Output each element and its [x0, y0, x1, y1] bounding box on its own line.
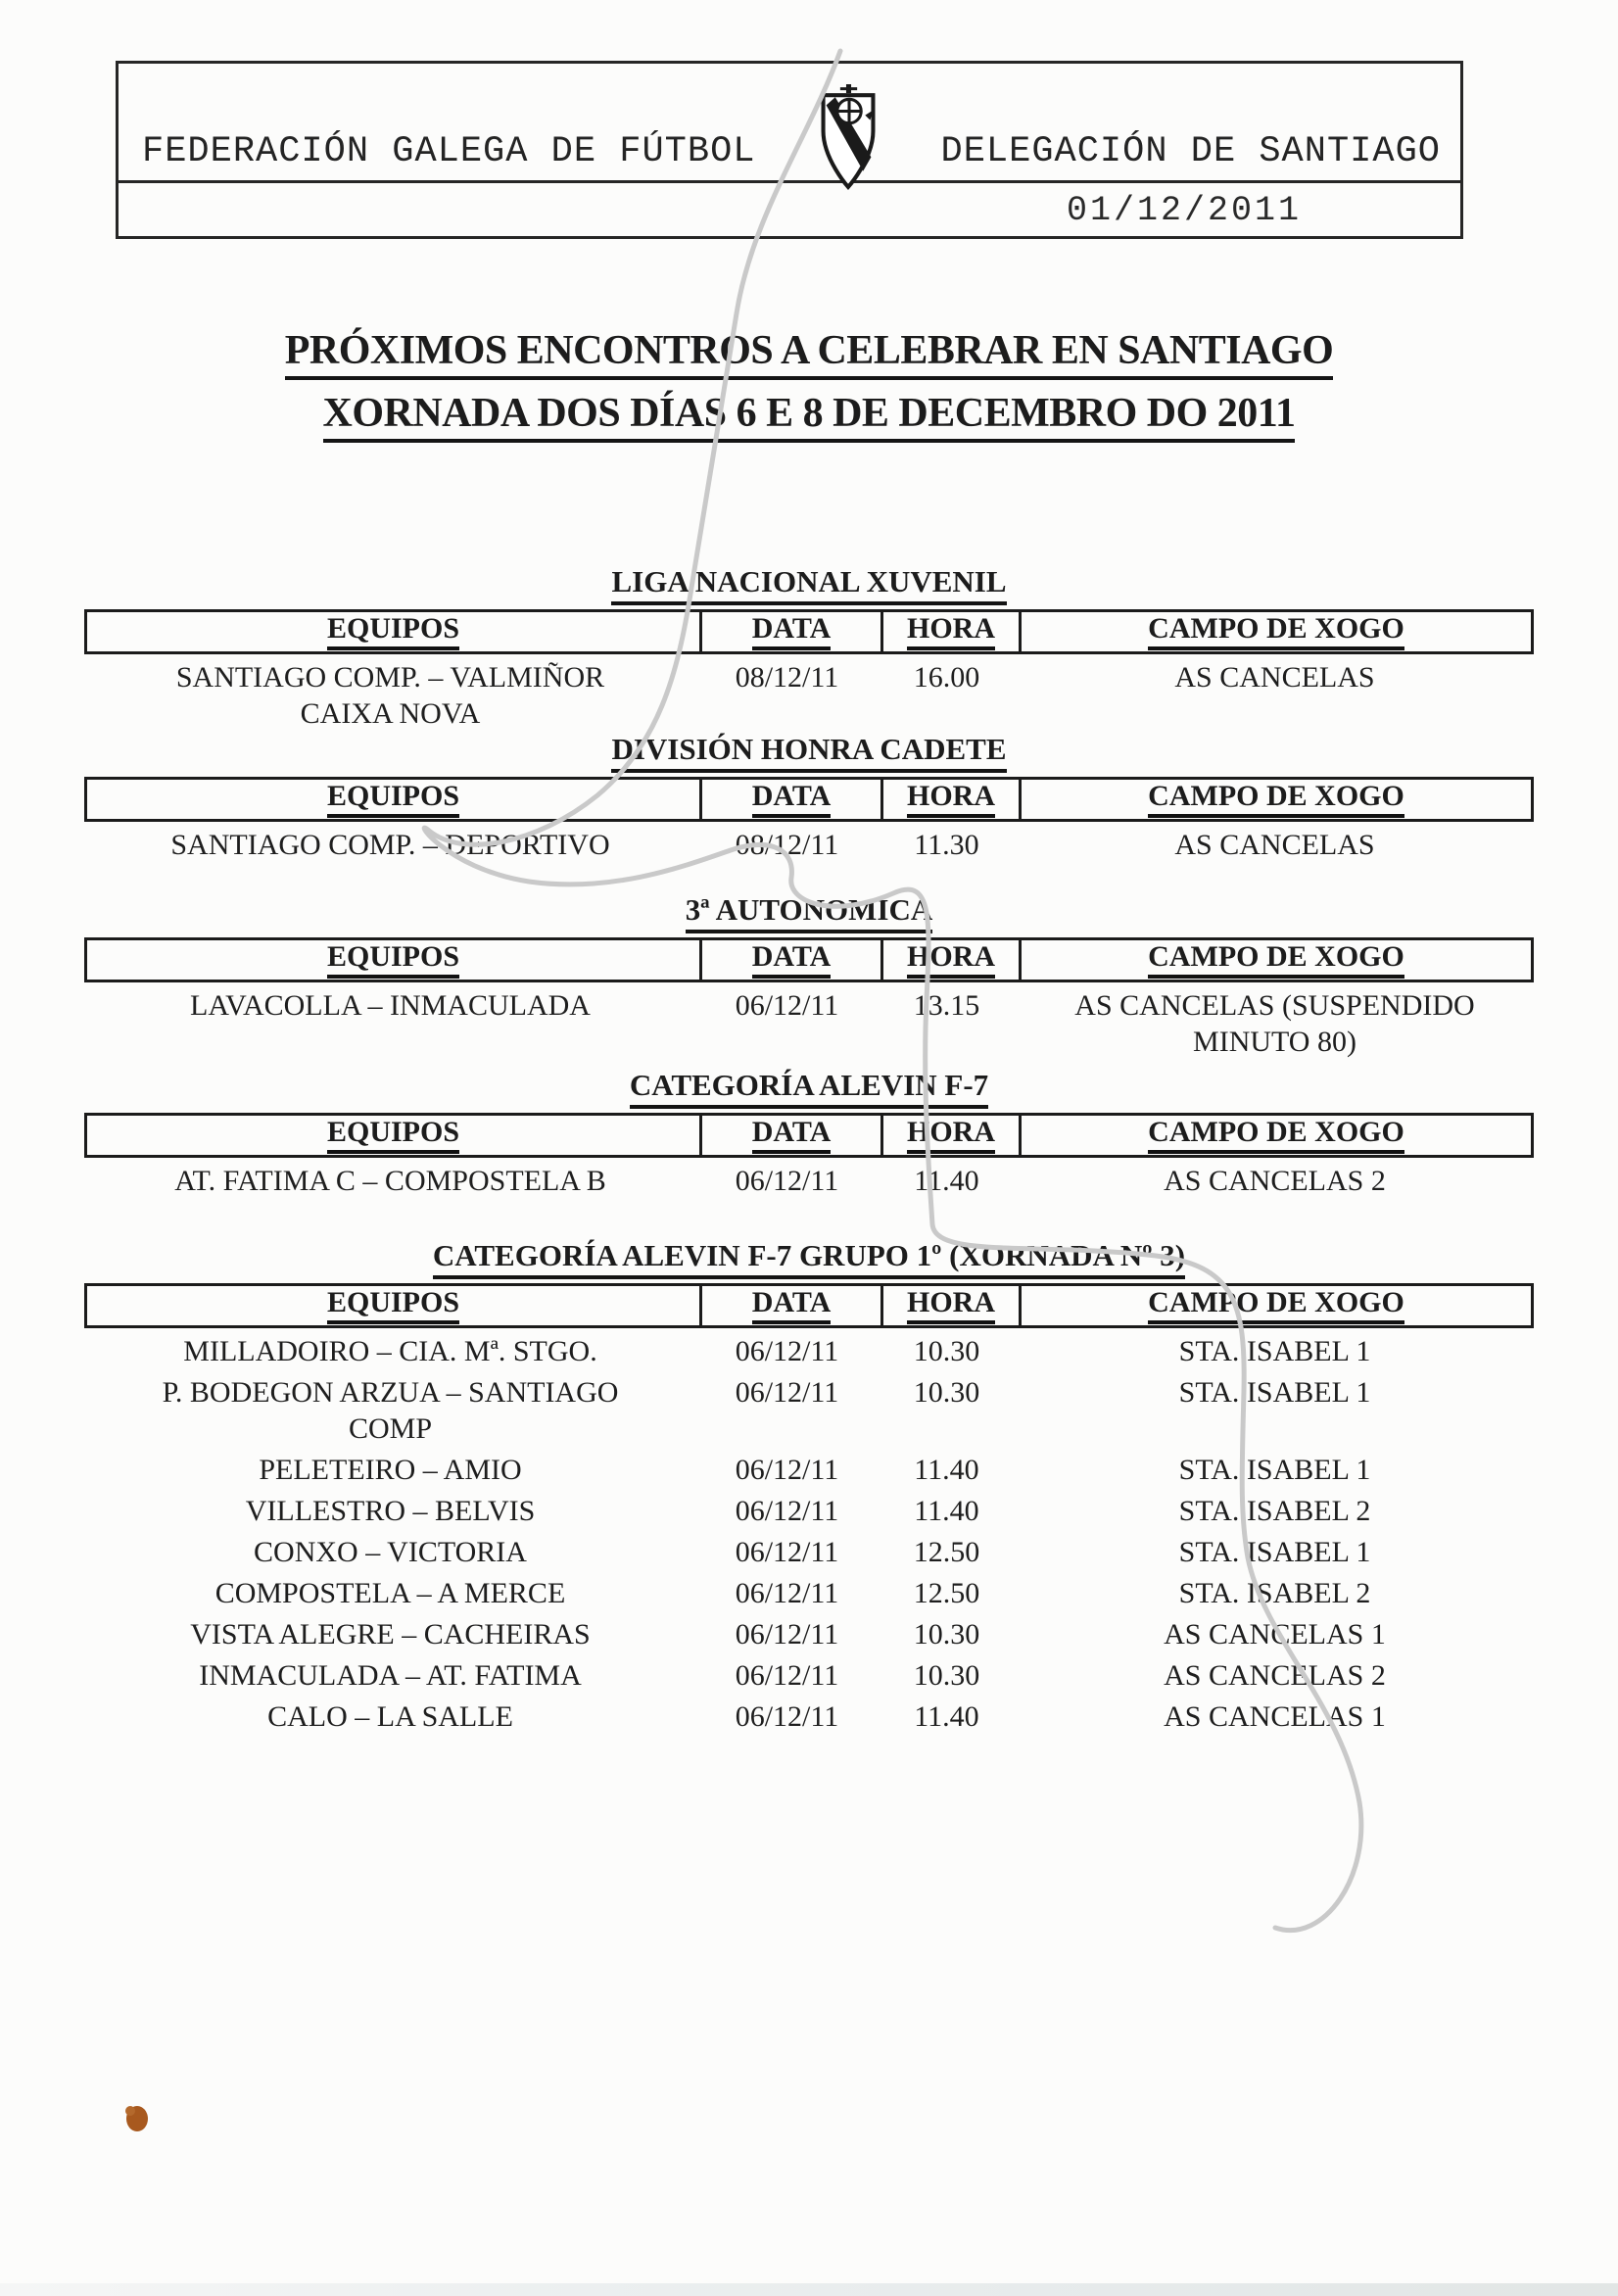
cell-hora: 11.30	[914, 829, 979, 861]
section-categoria-alevin-f7-grupo1	[84, 1238, 1534, 1735]
table-row	[84, 822, 1534, 863]
section-heading: DIVISIÓN HONRA CADETE	[84, 732, 1534, 773]
table-row	[84, 1529, 1534, 1570]
cell-hora: 13.15	[913, 989, 980, 1022]
column-header-data: DATA	[752, 1288, 832, 1324]
section-heading: 3ª AUTONOMICA	[84, 892, 1534, 933]
letterhead-box	[116, 61, 1463, 239]
column-header-data: DATA	[752, 942, 832, 979]
cell-campo: AS CANCELAS 2	[1164, 1659, 1386, 1692]
section-categoria-alevin-f7	[84, 1068, 1534, 1199]
cell-hora: 11.40	[914, 1700, 979, 1733]
cell-equipos: AT. FATIMA C – COMPOSTELA B	[174, 1165, 606, 1197]
cell-hora: 10.30	[913, 1376, 980, 1409]
table-row	[84, 1611, 1534, 1652]
cell-hora: 10.30	[913, 1335, 980, 1367]
column-header-equipos: EQUIPOS	[327, 1288, 459, 1324]
cell-campo: AS CANCELAS 2	[1164, 1165, 1386, 1197]
column-header-data: DATA	[752, 1118, 832, 1154]
table-row	[84, 1328, 1534, 1369]
table-row	[84, 654, 1534, 732]
cell-campo: AS CANCELAS	[1174, 661, 1375, 694]
section-heading: CATEGORÍA ALEVIN F-7	[84, 1068, 1534, 1109]
column-header-equipos: EQUIPOS	[327, 614, 459, 650]
cell-equipos: SANTIAGO COMP. – VALMIÑOR CAIXA NOVA	[175, 661, 605, 730]
cell-hora: 16.00	[913, 661, 980, 694]
column-header-data: DATA	[752, 782, 832, 818]
cell-data: 06/12/11	[735, 989, 839, 1022]
cell-data: 08/12/11	[735, 829, 839, 861]
table-row	[84, 1488, 1534, 1529]
cell-campo: AS CANCELAS	[1174, 829, 1375, 861]
table-header-row	[84, 937, 1534, 982]
cell-hora: 11.40	[914, 1165, 979, 1197]
cell-hora: 10.30	[913, 1659, 980, 1692]
cell-equipos: PELETEIRO – AMIO	[259, 1454, 522, 1486]
cell-campo: STA. ISABEL 2	[1178, 1495, 1371, 1527]
cell-hora: 12.50	[913, 1536, 980, 1568]
cell-campo: STA. ISABEL 1	[1178, 1454, 1371, 1486]
cell-data: 06/12/11	[735, 1577, 839, 1609]
cell-data: 06/12/11	[735, 1335, 839, 1367]
table-row	[84, 1369, 1534, 1447]
title-line-2: XORNADA DOS DÍAS 6 E 8 DE DECEMBRO DO 2011	[323, 390, 1296, 443]
bottom-scan-edge	[0, 2283, 1618, 2296]
cell-campo: AS CANCELAS 1	[1164, 1700, 1386, 1733]
column-header-campo: CAMPO DE XOGO	[1148, 614, 1404, 650]
table-row	[84, 1158, 1534, 1199]
section-division-honra-cadete	[84, 732, 1534, 863]
table-row	[84, 982, 1534, 1060]
column-header-hora: HORA	[907, 942, 995, 979]
cell-campo: AS CANCELAS (SUSPENDIDO MINUTO 80)	[1074, 989, 1475, 1058]
column-header-campo: CAMPO DE XOGO	[1148, 942, 1404, 979]
title-line-1: PRÓXIMOS ENCONTROS A CELEBRAR EN SANTIAGO	[285, 327, 1334, 380]
column-header-equipos: EQUIPOS	[327, 782, 459, 818]
column-header-hora: HORA	[907, 782, 995, 818]
cell-campo: STA. ISABEL 2	[1178, 1577, 1371, 1609]
column-header-campo: CAMPO DE XOGO	[1148, 1118, 1404, 1154]
cell-equipos: SANTIAGO COMP. – DEPORTIVO	[170, 829, 610, 861]
column-header-hora: HORA	[907, 1288, 995, 1324]
column-header-hora: HORA	[907, 1118, 995, 1154]
letterhead-date-row	[119, 183, 1460, 230]
table-header-row	[84, 1113, 1534, 1158]
cell-equipos: COMPOSTELA – A MERCE	[214, 1577, 566, 1609]
cell-equipos: LAVACOLLA – INMACULADA	[190, 989, 591, 1022]
table-header-row	[84, 1283, 1534, 1328]
column-header-data: DATA	[752, 614, 832, 650]
cell-equipos: CALO – LA SALLE	[267, 1700, 513, 1733]
fixtures-content	[84, 545, 1534, 1735]
cell-data: 06/12/11	[735, 1700, 839, 1733]
table-row	[84, 1570, 1534, 1611]
cell-equipos: INMACULADA – AT. FATIMA	[199, 1659, 582, 1692]
cell-equipos: P. BODEGON ARZUA – SANTIAGO COMP	[162, 1376, 619, 1445]
cell-campo: STA. ISABEL 1	[1178, 1376, 1371, 1409]
table-header-row	[84, 777, 1534, 822]
column-header-campo: CAMPO DE XOGO	[1148, 1288, 1404, 1324]
cell-equipos: MILLADOIRO – CIA. Mª. STGO.	[183, 1335, 597, 1367]
section-3a-autonomica	[84, 892, 1534, 1060]
section-heading: LIGA NACIONAL XUVENIL	[84, 564, 1534, 605]
column-header-equipos: EQUIPOS	[327, 942, 459, 979]
federation-crest-icon	[813, 83, 883, 198]
document-title	[0, 327, 1618, 453]
cell-data: 06/12/11	[735, 1454, 839, 1486]
cell-equipos: VILLESTRO – BELVIS	[245, 1495, 536, 1527]
column-header-campo: CAMPO DE XOGO	[1148, 782, 1404, 818]
letterhead-org-row	[119, 64, 1460, 183]
table-row	[84, 1694, 1534, 1735]
delegation-name: DELEGACIÓN DE SANTIAGO	[940, 131, 1441, 172]
cell-data: 08/12/11	[735, 661, 839, 694]
cell-data: 06/12/11	[735, 1165, 839, 1197]
ink-spot	[126, 2106, 148, 2131]
column-header-hora: HORA	[907, 614, 995, 650]
cell-data: 06/12/11	[735, 1376, 839, 1409]
federation-name: FEDERACIÓN GALEGA DE FÚTBOL	[142, 131, 756, 172]
table-header-row	[84, 609, 1534, 654]
cell-data: 06/12/11	[735, 1536, 839, 1568]
cell-equipos: CONXO – VICTORIA	[254, 1536, 527, 1568]
cell-equipos: VISTA ALEGRE – CACHEIRAS	[190, 1618, 591, 1650]
cell-hora: 10.30	[913, 1618, 980, 1650]
column-header-equipos: EQUIPOS	[327, 1118, 459, 1154]
table-row	[84, 1447, 1534, 1488]
cell-hora: 11.40	[914, 1495, 979, 1527]
cell-campo: STA. ISABEL 1	[1178, 1335, 1371, 1367]
cell-hora: 11.40	[914, 1454, 979, 1486]
document-date: 01/12/2011	[1066, 191, 1302, 230]
cell-data: 06/12/11	[735, 1618, 839, 1650]
section-liga-nacional-xuvenil	[84, 564, 1534, 732]
cell-campo: AS CANCELAS 1	[1164, 1618, 1386, 1650]
section-heading: CATEGORÍA ALEVIN F-7 GRUPO 1º (XORNADA Nº 3)	[84, 1238, 1534, 1279]
cell-data: 06/12/11	[735, 1659, 839, 1692]
cell-data: 06/12/11	[735, 1495, 839, 1527]
cell-campo: STA. ISABEL 1	[1178, 1536, 1371, 1568]
cell-hora: 12.50	[913, 1577, 980, 1609]
table-row	[84, 1652, 1534, 1694]
